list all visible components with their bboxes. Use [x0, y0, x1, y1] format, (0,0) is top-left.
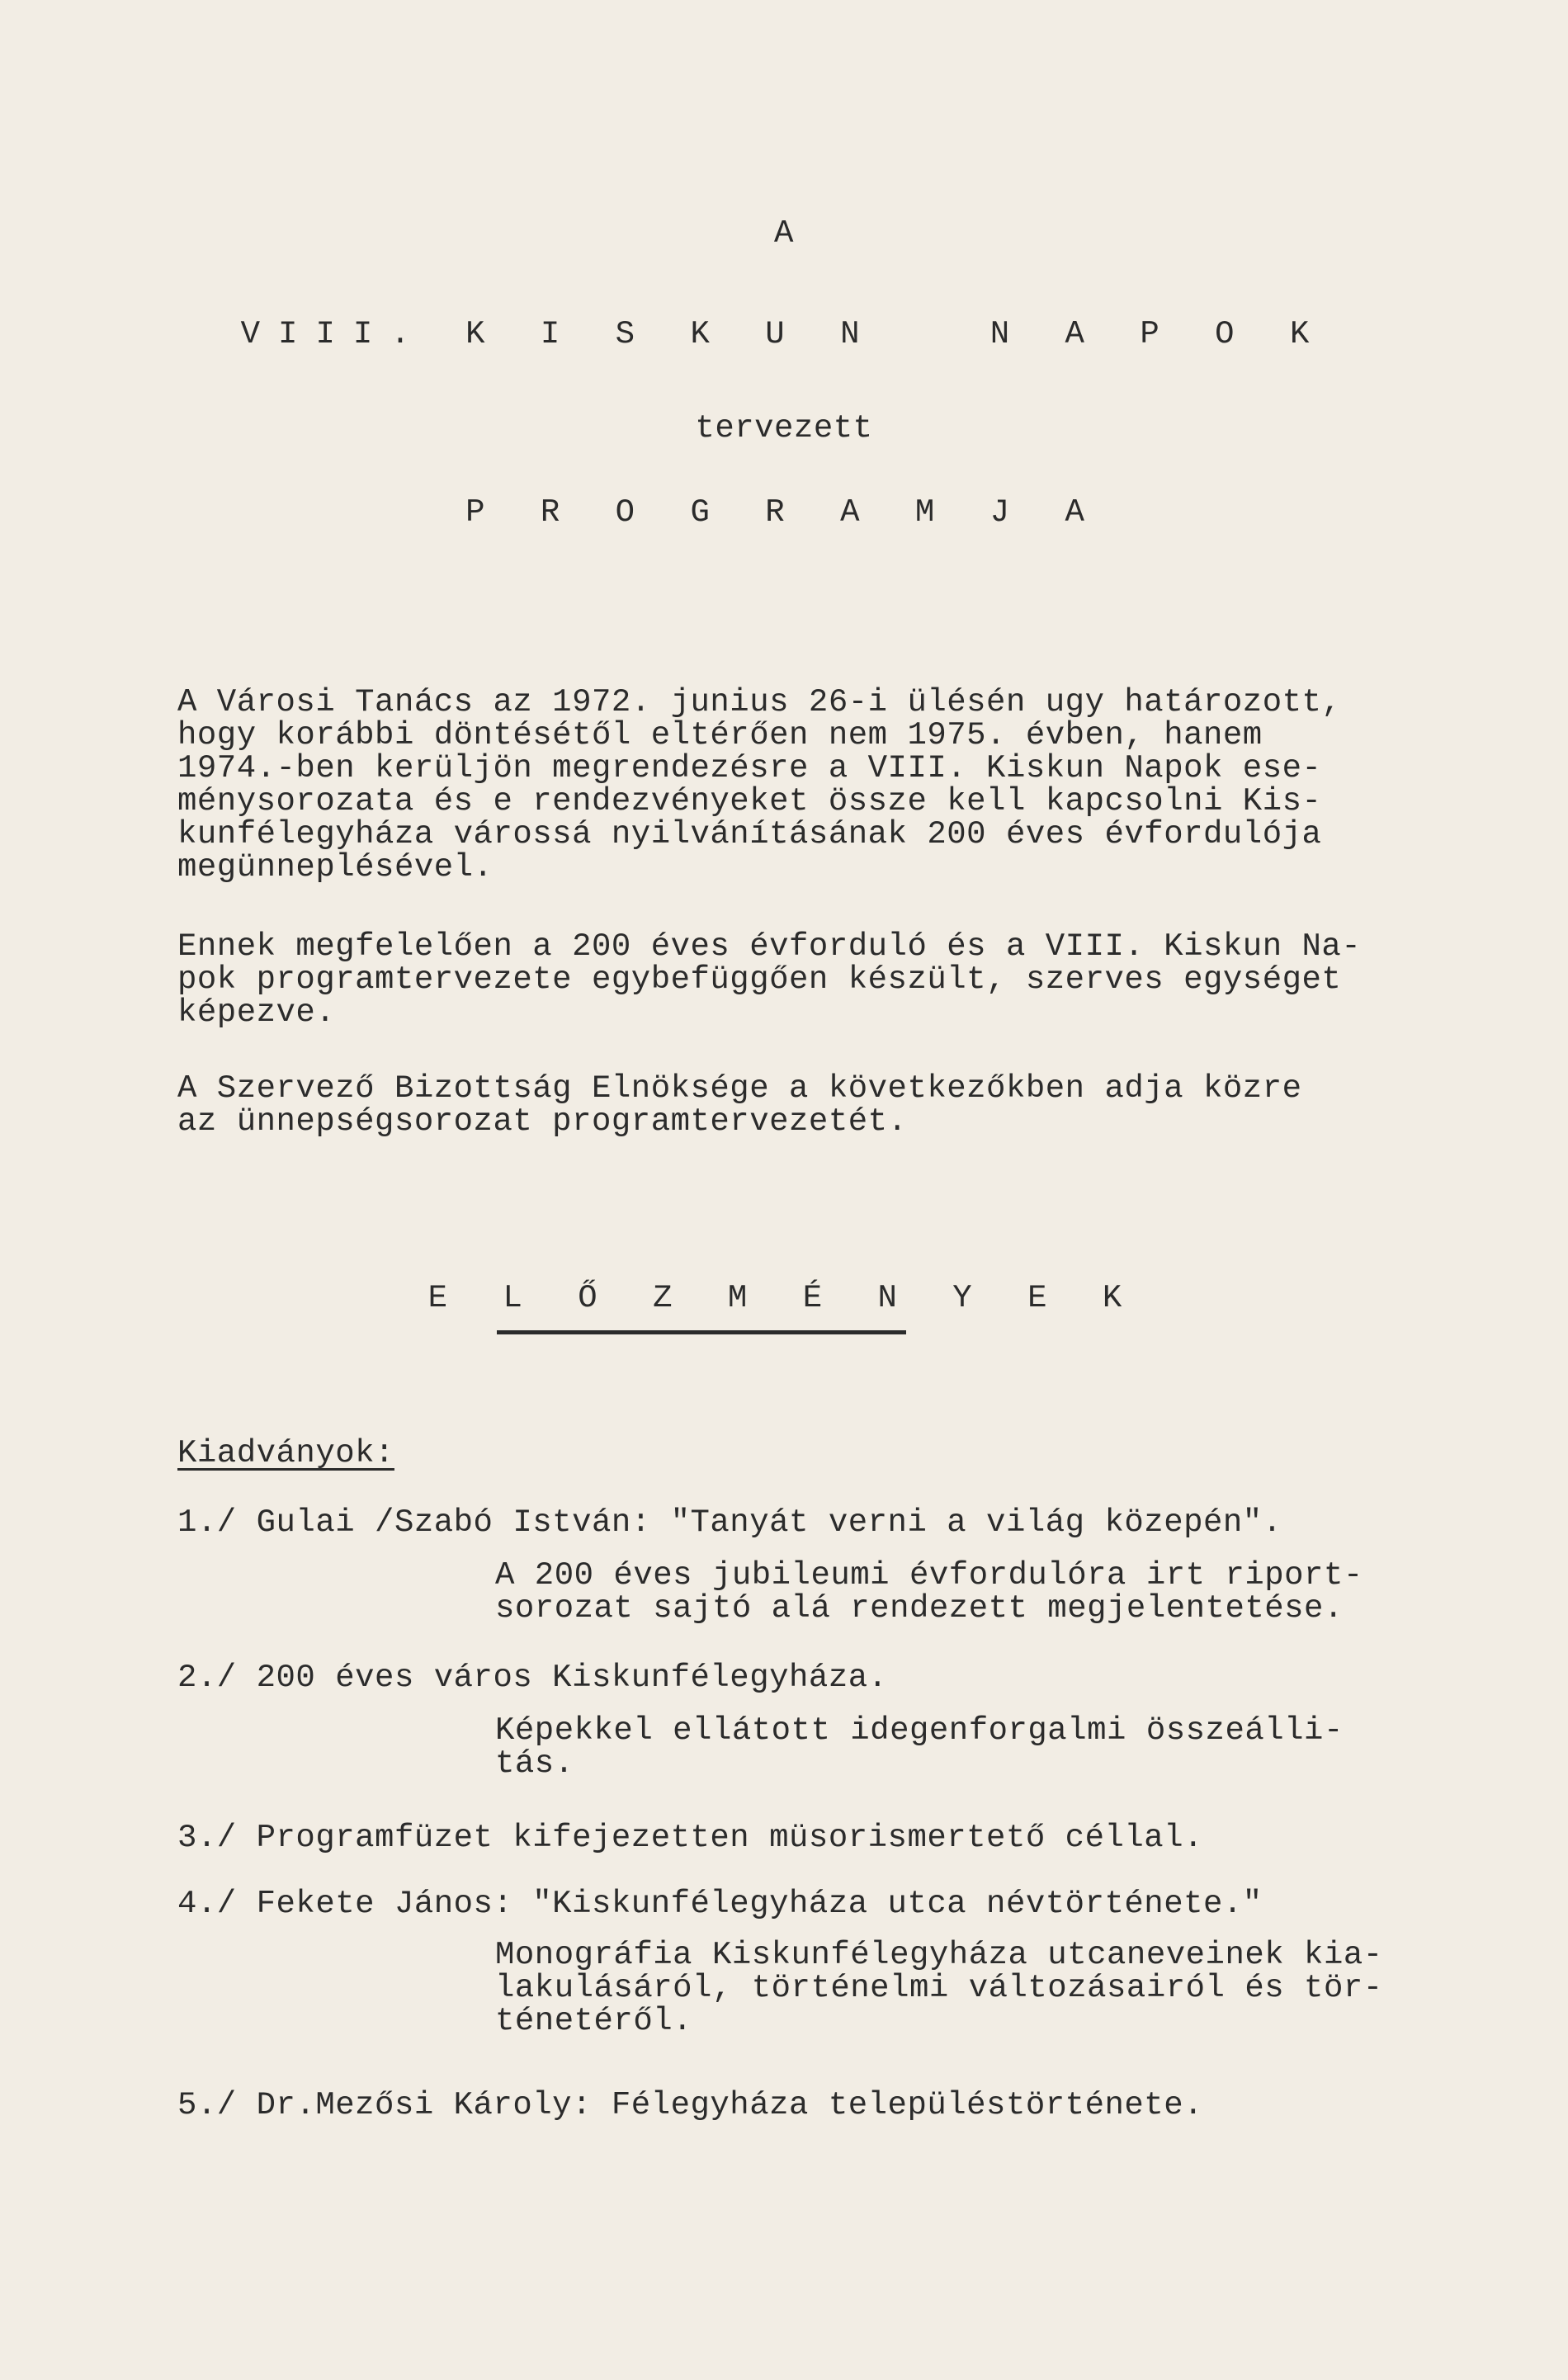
intro-p1-line: kunfélegyháza várossá nyilvánításának 200 éves évfordulója — [177, 816, 1322, 852]
list-item-desc: Képekkel ellátott idegenforgalmi összeálli- — [495, 1712, 1344, 1749]
intro-p2-line: képezve. — [177, 994, 336, 1031]
list-item-desc: tás. — [495, 1745, 574, 1782]
heading-underline — [497, 1330, 906, 1334]
intro-p3-line: az ünnepségsorozat programtervezetét. — [177, 1103, 908, 1140]
page-mark: A — [774, 215, 794, 252]
list-item-title: 1./ Gulai /Szabó István: "Tanyát verni a világ közepén". — [177, 1504, 1282, 1541]
list-item-title: 4./ Fekete János: "Kiskunfélegyháza utca névtörténete." — [177, 1886, 1263, 1922]
title-line-3: P R O G R A M J A — [465, 494, 1103, 531]
intro-p3-line: A Szervező Bizottság Elnöksége a következőkben adja közre — [177, 1070, 1302, 1107]
section-heading: E L Ő Z M É N Y E K — [427, 1280, 1141, 1316]
intro-p1-line: megünneplésével. — [177, 849, 494, 885]
section-subheading: Kiadványok: — [177, 1435, 394, 1471]
title-line-2: tervezett — [695, 410, 873, 446]
intro-p2-line: Ennek megfelelően a 200 éves évforduló és a VIII. Kiskun Na- — [177, 928, 1362, 965]
list-item-desc: A 200 éves jubileumi évfordulóra irt riport- — [495, 1557, 1363, 1594]
intro-p1-line: 1974.-ben kerüljön megrendezésre a VIII. Kiskun Napok ese- — [177, 750, 1322, 786]
list-item-desc: Monográfia Kiskunfélegyháza utcaneveinek kia- — [495, 1937, 1383, 1973]
list-item-desc: sorozat sajtó alá rendezett megjelentetése. — [495, 1590, 1344, 1627]
list-item-title: 3./ Programfüzet kifejezetten müsorismertető céllal. — [177, 1820, 1203, 1856]
title-line-1: VIII. K I S K U N N A P O K — [240, 316, 1328, 352]
list-item-desc: lakulásáról, történelmi változásairól és tör- — [495, 1970, 1383, 2006]
intro-p1-line: hogy korábbi döntésétől eltérően nem 1975. évben, hanem — [177, 717, 1263, 753]
list-item-title: 2./ 200 éves város Kiskunfélegyháza. — [177, 1660, 888, 1696]
intro-p1-line: ménysorozata és e rendezvényeket össze kell kapcsolni Kis- — [177, 783, 1322, 819]
list-item-desc: ténetéről. — [495, 2003, 693, 2039]
intro-p2-line: pok programtervezete egybefüggően készült, szerves egységet — [177, 961, 1342, 998]
intro-p1-line: A Városi Tanács az 1972. junius 26-i ülésén ugy határozott, — [177, 684, 1342, 720]
list-item-title: 5./ Dr.Mezősi Károly: Félegyháza településtörténete. — [177, 2087, 1203, 2123]
